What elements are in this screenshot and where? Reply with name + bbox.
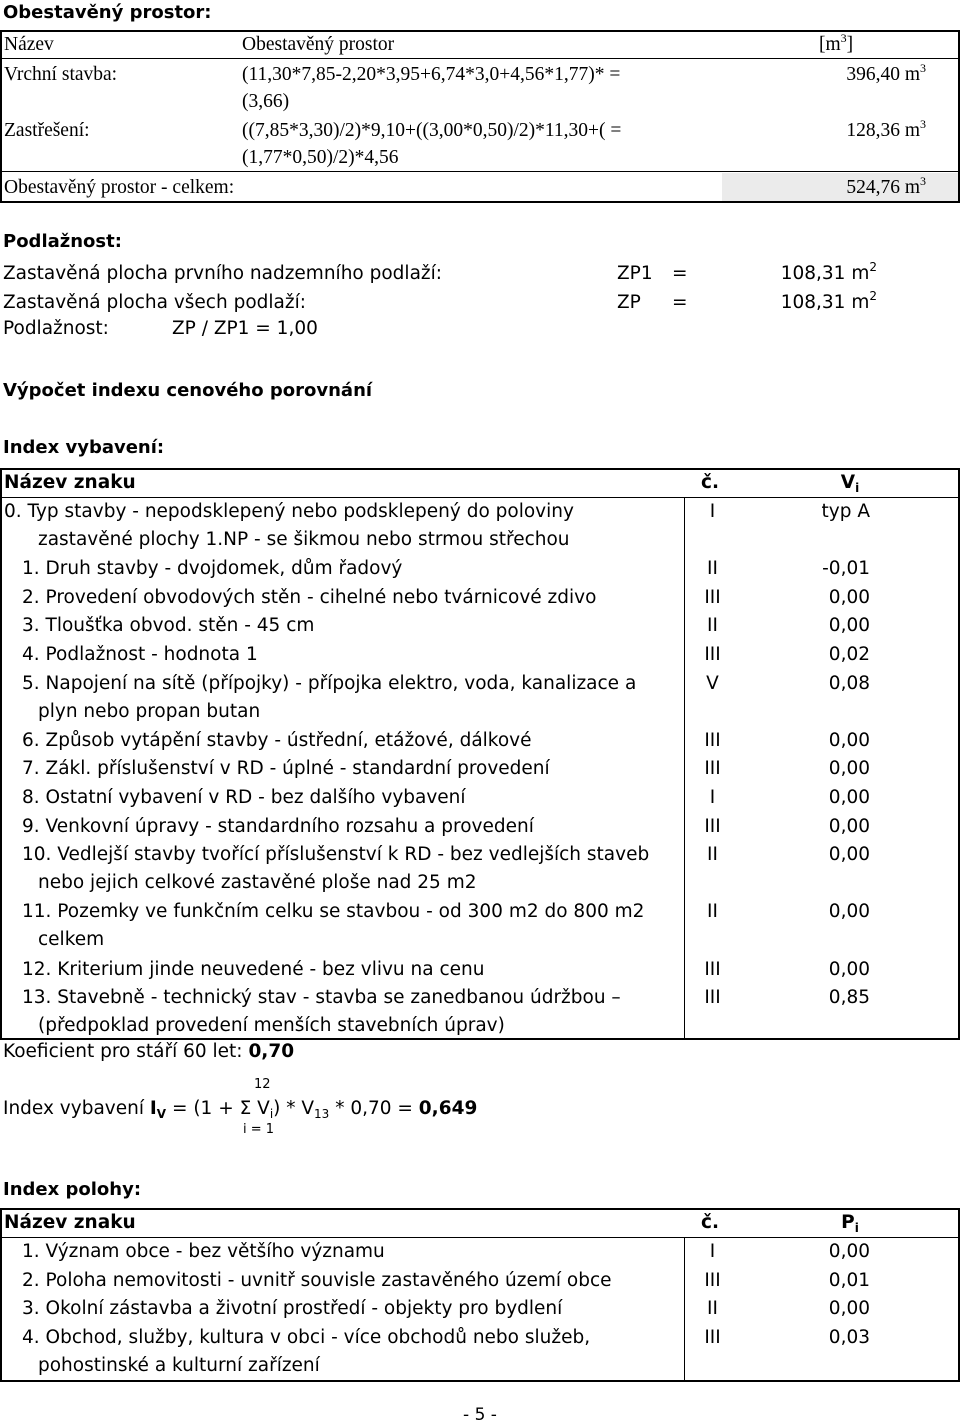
podlaznost-symbol: ZP1 bbox=[617, 263, 653, 284]
vyb-row-label: 1. Druh stavby - dvojdomek, dům řadový bbox=[22, 558, 403, 580]
koeficient-line: Koeficient pro stáří 60 let: 0,70 bbox=[3, 1041, 295, 1062]
pol-row-class: II bbox=[707, 1298, 718, 1320]
vyb-row-class: I bbox=[709, 501, 716, 522]
vyb-row-value: 0,00 bbox=[828, 958, 870, 980]
podlaznost-value: 108,31 $m^2$ bbox=[780, 289, 877, 313]
vyb-row-label: 2. Provedení obvodových stěn - cihelné nebo tvárnicové zdivo bbox=[22, 586, 597, 608]
vyb-row-value: 0,02 bbox=[828, 644, 870, 665]
pol-row-label-continued: pohostinské a kulturní zařízení bbox=[38, 1354, 320, 1376]
col-p-header: $P_i$ bbox=[841, 1212, 859, 1235]
pol-row-label: 2. Poloha nemovitosti - uvnitř souvisle zastavěného území obce bbox=[22, 1269, 612, 1291]
vyb-row-value: 0,00 bbox=[828, 815, 870, 837]
podlaznost-value: 108,31 $m^2$ bbox=[780, 260, 877, 284]
sum-upper-limit: 12 bbox=[254, 1077, 271, 1092]
row-value: 128,36 $m^3$ bbox=[846, 117, 926, 141]
total-label: Obestavěný prostor - celkem: bbox=[4, 177, 235, 198]
pol-row-label: 3. Okolní zástavba a životní prostředí - objekty pro bydlení bbox=[22, 1298, 563, 1320]
equals-sign: = bbox=[672, 292, 688, 313]
podlaznost-label: Zastavěná plocha prvního nadzemního podlaží: bbox=[3, 263, 442, 284]
formula-line: ((7,85*3,30)/2)*9,10+((3,00*0,50)/2)*11,30+( = bbox=[242, 120, 622, 141]
equals-sign: = bbox=[672, 263, 688, 284]
vyb-row-value: -0,01 bbox=[822, 558, 870, 580]
vyb-row-label: 9. Venkovní úpravy - standardního rozsahu a provedení bbox=[22, 815, 534, 837]
index-vybaveni-formula: Index vybavení $I_V = (1 + \Sigma$ $V_i) * V_{13} * 0,70 = 0,649$ bbox=[3, 1098, 478, 1121]
vyb-row-label: 7. Zákl. příslušenství v RD - úplné - standardní provedení bbox=[22, 758, 550, 780]
podlaznost-title: Podlažnost: bbox=[3, 231, 122, 252]
page-number: - 5 - bbox=[463, 1405, 497, 1425]
vyb-row-label-continued: (předpoklad provedení menších stavebních úprav) bbox=[38, 1015, 505, 1037]
vyb-row-label-continued: plyn nebo propan butan bbox=[38, 700, 261, 722]
podlaznost-result-label: Podlažnost: bbox=[3, 318, 109, 339]
vyb-row-class: III bbox=[704, 815, 721, 837]
vyb-row-class: II bbox=[707, 901, 718, 923]
formula-line: (1,77*0,50)/2)*4,56 bbox=[242, 147, 399, 168]
vyb-row-value: 0,00 bbox=[828, 844, 870, 866]
pol-row-value: 0,00 bbox=[828, 1298, 870, 1320]
vyb-row-value: 0,00 bbox=[828, 729, 870, 751]
pol-row-class: III bbox=[704, 1269, 721, 1291]
vyb-row-class: V bbox=[706, 672, 719, 694]
vyb-row-value: 0,00 bbox=[828, 758, 870, 780]
vyb-row-label: 5. Napojení na sítě (přípojky) - přípojka elektro, voda, kanalizace a bbox=[22, 672, 637, 694]
podlaznost-result-value: ZP / ZP1 = 1,00 bbox=[172, 318, 318, 339]
vyb-row-label: 6. Způsob vytápění stavby - ústřední, etážové, dálkové bbox=[22, 729, 532, 751]
col-v-header: $V_i$ bbox=[840, 472, 860, 495]
vyb-row-class: III bbox=[704, 758, 721, 780]
divider bbox=[0, 58, 960, 59]
row-value: 396,40 $m^3$ bbox=[846, 61, 926, 85]
vyb-row-value: 0,00 bbox=[828, 901, 870, 923]
divider bbox=[0, 171, 960, 172]
vyb-row-label: 0. Typ stavby - nepodsklepený nebo podsklepený do poloviny bbox=[4, 501, 574, 522]
vyb-row-class: III bbox=[704, 729, 721, 751]
podlaznost-label: Zastavěná plocha všech podlaží: bbox=[3, 292, 306, 313]
pol-row-class: III bbox=[704, 1326, 721, 1348]
row-label: Vrchní stavba: bbox=[4, 64, 118, 85]
vyb-row-label: 11. Pozemky ve funkčním celku se stavbou - od 300 m2 do 800 m2 bbox=[22, 901, 645, 923]
col-c-header: č. bbox=[701, 1212, 719, 1233]
total-value: 524,76 $m^3$ bbox=[846, 174, 926, 198]
pol-row-value: 0,03 bbox=[828, 1326, 870, 1348]
col-value-header: Obestavěný prostor bbox=[242, 34, 395, 55]
vyb-row-label-continued: celkem bbox=[38, 929, 105, 951]
pol-row-value: 0,01 bbox=[828, 1269, 870, 1291]
formula-line: (11,30*7,85-2,20*3,95+6,74*3,0+4,56*1,77)* = bbox=[242, 64, 621, 85]
vyb-row-label: 10. Vedlejší stavby tvořící příslušenství k RD - bez vedlejších staveb bbox=[22, 844, 650, 866]
vyb-row-class: II bbox=[707, 615, 718, 637]
vyb-row-label: 3. Tloušťka obvod. stěn - 45 cm bbox=[22, 615, 315, 637]
sum-lower-limit: i = 1 bbox=[243, 1122, 275, 1137]
vyb-row-value: typ A bbox=[821, 501, 870, 522]
podlaznost-symbol: ZP bbox=[617, 292, 641, 313]
divider bbox=[0, 497, 960, 498]
vyb-row-class: II bbox=[707, 558, 718, 580]
index-polohy-title: Index polohy: bbox=[3, 1179, 142, 1200]
formula-line: (3,66) bbox=[242, 91, 290, 112]
vyb-row-class: III bbox=[704, 987, 721, 1009]
col-name-header: Název bbox=[4, 34, 54, 55]
vyb-row-label: 8. Ostatní vybavení v RD - bez dalšího vybavení bbox=[22, 787, 466, 808]
vyb-row-label: 4. Podlažnost - hodnota 1 bbox=[22, 644, 258, 665]
vyb-row-value: 0,00 bbox=[828, 586, 870, 608]
vyb-row-value: 0,00 bbox=[828, 615, 870, 637]
pol-row-value: 0,00 bbox=[828, 1241, 870, 1262]
vyb-row-label: 12. Kriterium jinde neuvedené - bez vlivu na cenu bbox=[22, 958, 485, 980]
col-name-header: Název znaku bbox=[4, 1212, 136, 1233]
divider bbox=[0, 1237, 960, 1238]
col-unit-header: $[m^3]$ bbox=[819, 31, 854, 55]
vyb-row-class: II bbox=[707, 844, 718, 866]
vyb-row-label-continued: nebo jejich celkové zastavěné ploše nad 25 m2 bbox=[38, 872, 477, 894]
index-vybaveni-title: Index vybavení: bbox=[3, 437, 165, 458]
index-vybaveni-table bbox=[0, 468, 960, 1040]
vyb-row-class: III bbox=[704, 644, 721, 665]
row-label: Zastřešení: bbox=[4, 120, 90, 141]
col-c-header: č. bbox=[701, 472, 719, 493]
pol-row-label: 1. Význam obce - bez většího významu bbox=[22, 1241, 385, 1262]
vyb-row-class: I bbox=[709, 787, 716, 808]
vyb-row-class: III bbox=[704, 586, 721, 608]
vypocet-title: Výpočet indexu cenového porovnání bbox=[3, 380, 373, 401]
vyb-row-label-continued: zastavěné plochy 1.NP - se šikmou nebo strmou střechou bbox=[38, 529, 570, 550]
vyb-row-value: 0,00 bbox=[828, 787, 870, 808]
vyb-row-label: 13. Stavebně - technický stav - stavba se zanedbanou údržbou – bbox=[22, 987, 621, 1009]
obestaveny-title: Obestavěný prostor: bbox=[3, 2, 212, 23]
vyb-row-value: 0,85 bbox=[828, 987, 870, 1009]
vyb-row-value: 0,08 bbox=[828, 672, 870, 694]
pol-row-label: 4. Obchod, služby, kultura v obci - více obchodů nebo služeb, bbox=[22, 1326, 591, 1348]
vyb-row-class: III bbox=[704, 958, 721, 980]
pol-row-class: I bbox=[709, 1241, 716, 1262]
col-name-header: Název znaku bbox=[4, 472, 136, 493]
